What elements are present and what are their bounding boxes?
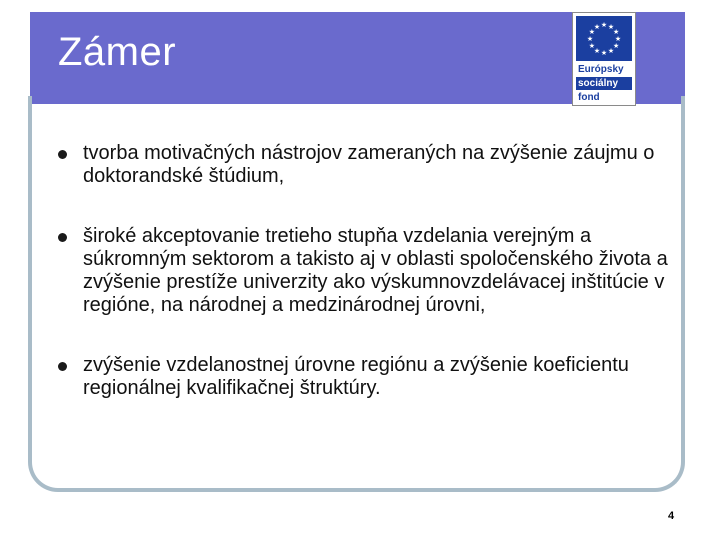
list-item bbox=[58, 142, 668, 188]
logo-line-3: fond bbox=[578, 92, 600, 103]
star-icon: ★ bbox=[593, 23, 601, 31]
page-number: 4 bbox=[668, 510, 675, 522]
star-icon: ★ bbox=[593, 48, 601, 56]
star-icon: ★ bbox=[614, 36, 622, 43]
logo-text bbox=[576, 63, 632, 104]
esf-logo bbox=[572, 12, 636, 106]
bullet-text: široké akceptovanie tretieho stupňa vzdelania verejným a súkromným sektorom a takisto aj v oblasti spoločenského života a zvýšenie prestíže univerzity ako výskumnovzdelávacej inštitúcie v regióne, na národnej a medzinárodnej úrovni, bbox=[83, 225, 668, 316]
star-icon: ★ bbox=[612, 29, 620, 36]
bullet-text: zvýšenie vzdelanostnej úrovne regiónu a zvýšenie koeficientu regionálnej kvalifikačnej štruktúry. bbox=[83, 354, 629, 399]
star-icon: ★ bbox=[600, 22, 608, 29]
eu-flag-icon bbox=[576, 16, 632, 61]
bullet-icon bbox=[58, 362, 67, 371]
logo-line-1: Európsky bbox=[578, 64, 624, 75]
star-icon: ★ bbox=[607, 23, 615, 31]
slide-title: Zámer bbox=[58, 30, 177, 74]
bullet-icon bbox=[58, 150, 67, 159]
star-icon: ★ bbox=[588, 29, 596, 36]
star-icon: ★ bbox=[607, 48, 615, 56]
star-icon: ★ bbox=[612, 43, 620, 50]
list-item bbox=[58, 354, 668, 400]
star-icon: ★ bbox=[600, 50, 608, 57]
star-icon: ★ bbox=[588, 43, 596, 50]
star-icon: ★ bbox=[586, 36, 594, 43]
bullet-text: tvorba motivačných nástrojov zameraných na zvýšenie záujmu o doktorandské štúdium, bbox=[83, 142, 655, 187]
list-item bbox=[58, 225, 668, 317]
bullet-icon bbox=[58, 233, 67, 242]
bullet-list bbox=[58, 142, 668, 400]
logo-line-2: sociálny bbox=[576, 77, 632, 90]
